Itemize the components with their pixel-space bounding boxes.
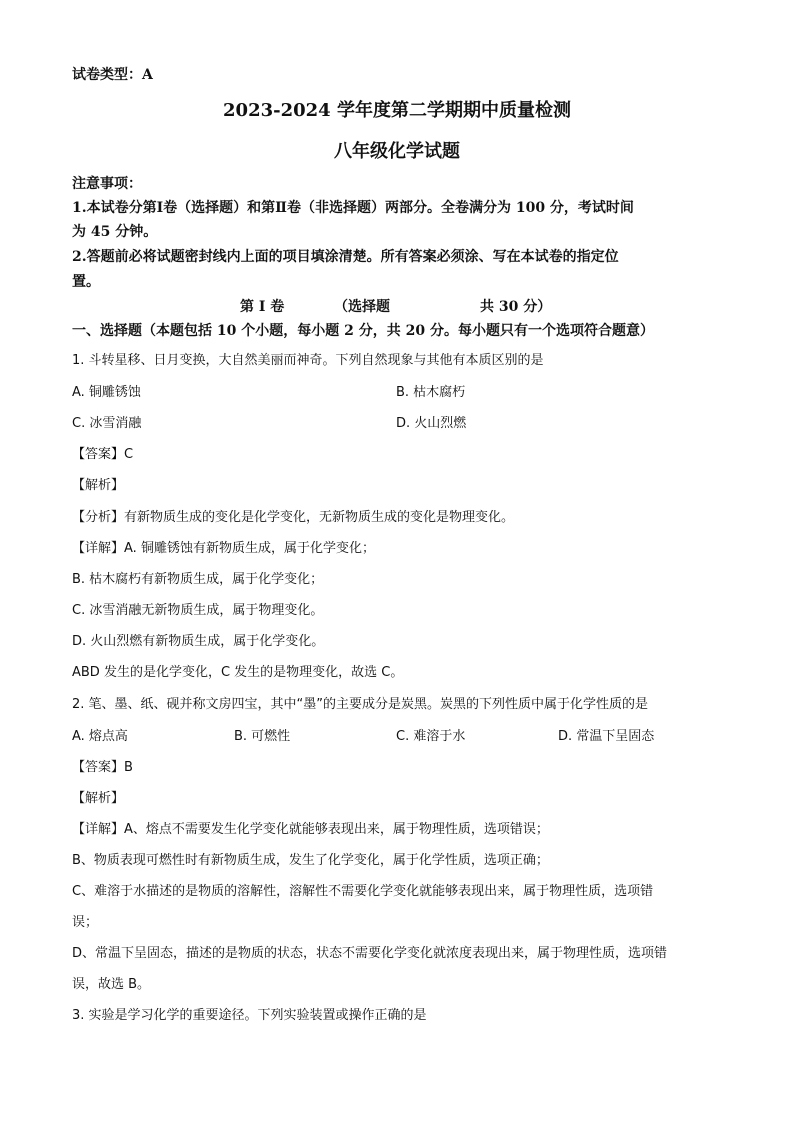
q2-option-d: D. 常温下呈固态 — [558, 729, 655, 744]
detail-text: A. 铜雕锈蚀有新物质生成，属于化学变化； — [124, 541, 375, 556]
detail-tag: 【详解】 — [72, 822, 125, 837]
exam-title: 2023-2024 学年度第二学期期中质量检测 — [223, 100, 571, 121]
q1-answer — [72, 443, 133, 462]
part1-type: （选择题 — [334, 299, 390, 315]
q2-answer — [72, 756, 133, 775]
q1-analysis-tag: 【解析】 — [72, 478, 125, 493]
q1-detail-b: B. 枯木腐朽有新物质生成，属于化学变化； — [72, 572, 324, 587]
q2-option-a: A. 熔点高 — [72, 729, 128, 744]
q2-stem: 2. 笔、墨、纸、砚并称文房四宝，其中“墨”的主要成分是炭黑。炭黑的下列性质中属于化学性质的是 — [72, 697, 649, 712]
q1-option-b: B. 枯木腐朽 — [396, 385, 466, 400]
q1-conclusion: ABD 发生的是化学变化，C 发生的是物理变化，故选 C。 — [72, 665, 404, 680]
section1-heading: 一、选择题（本题包括 10 个小题，每小题 2 分，共 20 分。每小题只有一个选项符合题意） — [72, 323, 654, 339]
q1-detail-d: D. 火山烈燃有新物质生成，属于化学变化。 — [72, 634, 325, 649]
q2-detail-c: C、难溶于水描述的是物质的溶解性，溶解性不需要化学变化就能够表现出来，属于物理性质，选项错 — [72, 884, 654, 899]
answer-value: B — [124, 760, 133, 775]
q2-detail-b: B、物质表现可燃性时有新物质生成，发生了化学变化，属于化学性质，选项正确； — [72, 853, 549, 868]
q2-detail-c-cont: 误； — [72, 915, 99, 930]
q2-analysis-tag: 【解析】 — [72, 791, 125, 806]
answer-tag: 【答案】 — [72, 760, 125, 775]
q3-stem: 3. 实验是学习化学的重要途径。下列实验装置或操作正确的是 — [72, 1008, 427, 1023]
note-item-1: 1.本试卷分第Ⅰ卷（选择题）和第Ⅱ卷（非选择题）两部分。全卷满分为 100 分，考试时间 — [72, 200, 634, 216]
q2-detail-a — [72, 818, 549, 837]
q1-fenxi — [72, 506, 514, 525]
q2-detail-d-cont: 误，故选 B。 — [72, 977, 151, 992]
answer-tag: 【答案】 — [72, 447, 125, 462]
q2-option-c: C. 难溶于水 — [396, 729, 466, 744]
paper-type: 试卷类型：A — [72, 67, 153, 83]
q1-option-d: D. 火山烈燃 — [396, 416, 467, 431]
notes-heading: 注意事项： — [72, 176, 142, 192]
detail-tag: 【详解】 — [72, 541, 125, 556]
part1-label: 第 I 卷 — [240, 299, 285, 315]
note-item-1-cont: 为 45 分钟。 — [72, 224, 158, 240]
q1-detail-a — [72, 537, 375, 556]
part1-points: 共 30 分） — [480, 299, 552, 315]
note-item-2: 2.答题前必将试题密封线内上面的项目填涂清楚。所有答案必须涂、写在本试卷的指定位 — [72, 249, 619, 265]
q1-stem: 1. 斗转星移、日月变换，大自然美丽而神奇。下列自然现象与其他有本质区别的是 — [72, 353, 544, 368]
answer-value: C — [124, 447, 134, 462]
q2-option-b: B. 可燃性 — [234, 729, 291, 744]
q2-detail-d: D、常温下呈固态，描述的是物质的状态，状态不需要化学变化就浓度表现出来，属于物理性质，选项错 — [72, 946, 668, 961]
q1-option-c: C. 冰雪消融 — [72, 416, 142, 431]
q1-option-a: A. 铜雕锈蚀 — [72, 385, 141, 400]
note-item-2-cont: 置。 — [72, 274, 100, 290]
fenxi-tag: 【分析】 — [72, 510, 125, 525]
exam-subtitle: 八年级化学试题 — [334, 141, 460, 162]
detail-text: A、熔点不需要发生化学变化就能够表现出来，属于物理性质，选项错误； — [124, 822, 549, 837]
q1-detail-c: C. 冰雪消融无新物质生成，属于物理变化。 — [72, 603, 324, 618]
fenxi-text: 有新物质生成的变化是化学变化，无新物质生成的变化是物理变化。 — [124, 510, 515, 525]
